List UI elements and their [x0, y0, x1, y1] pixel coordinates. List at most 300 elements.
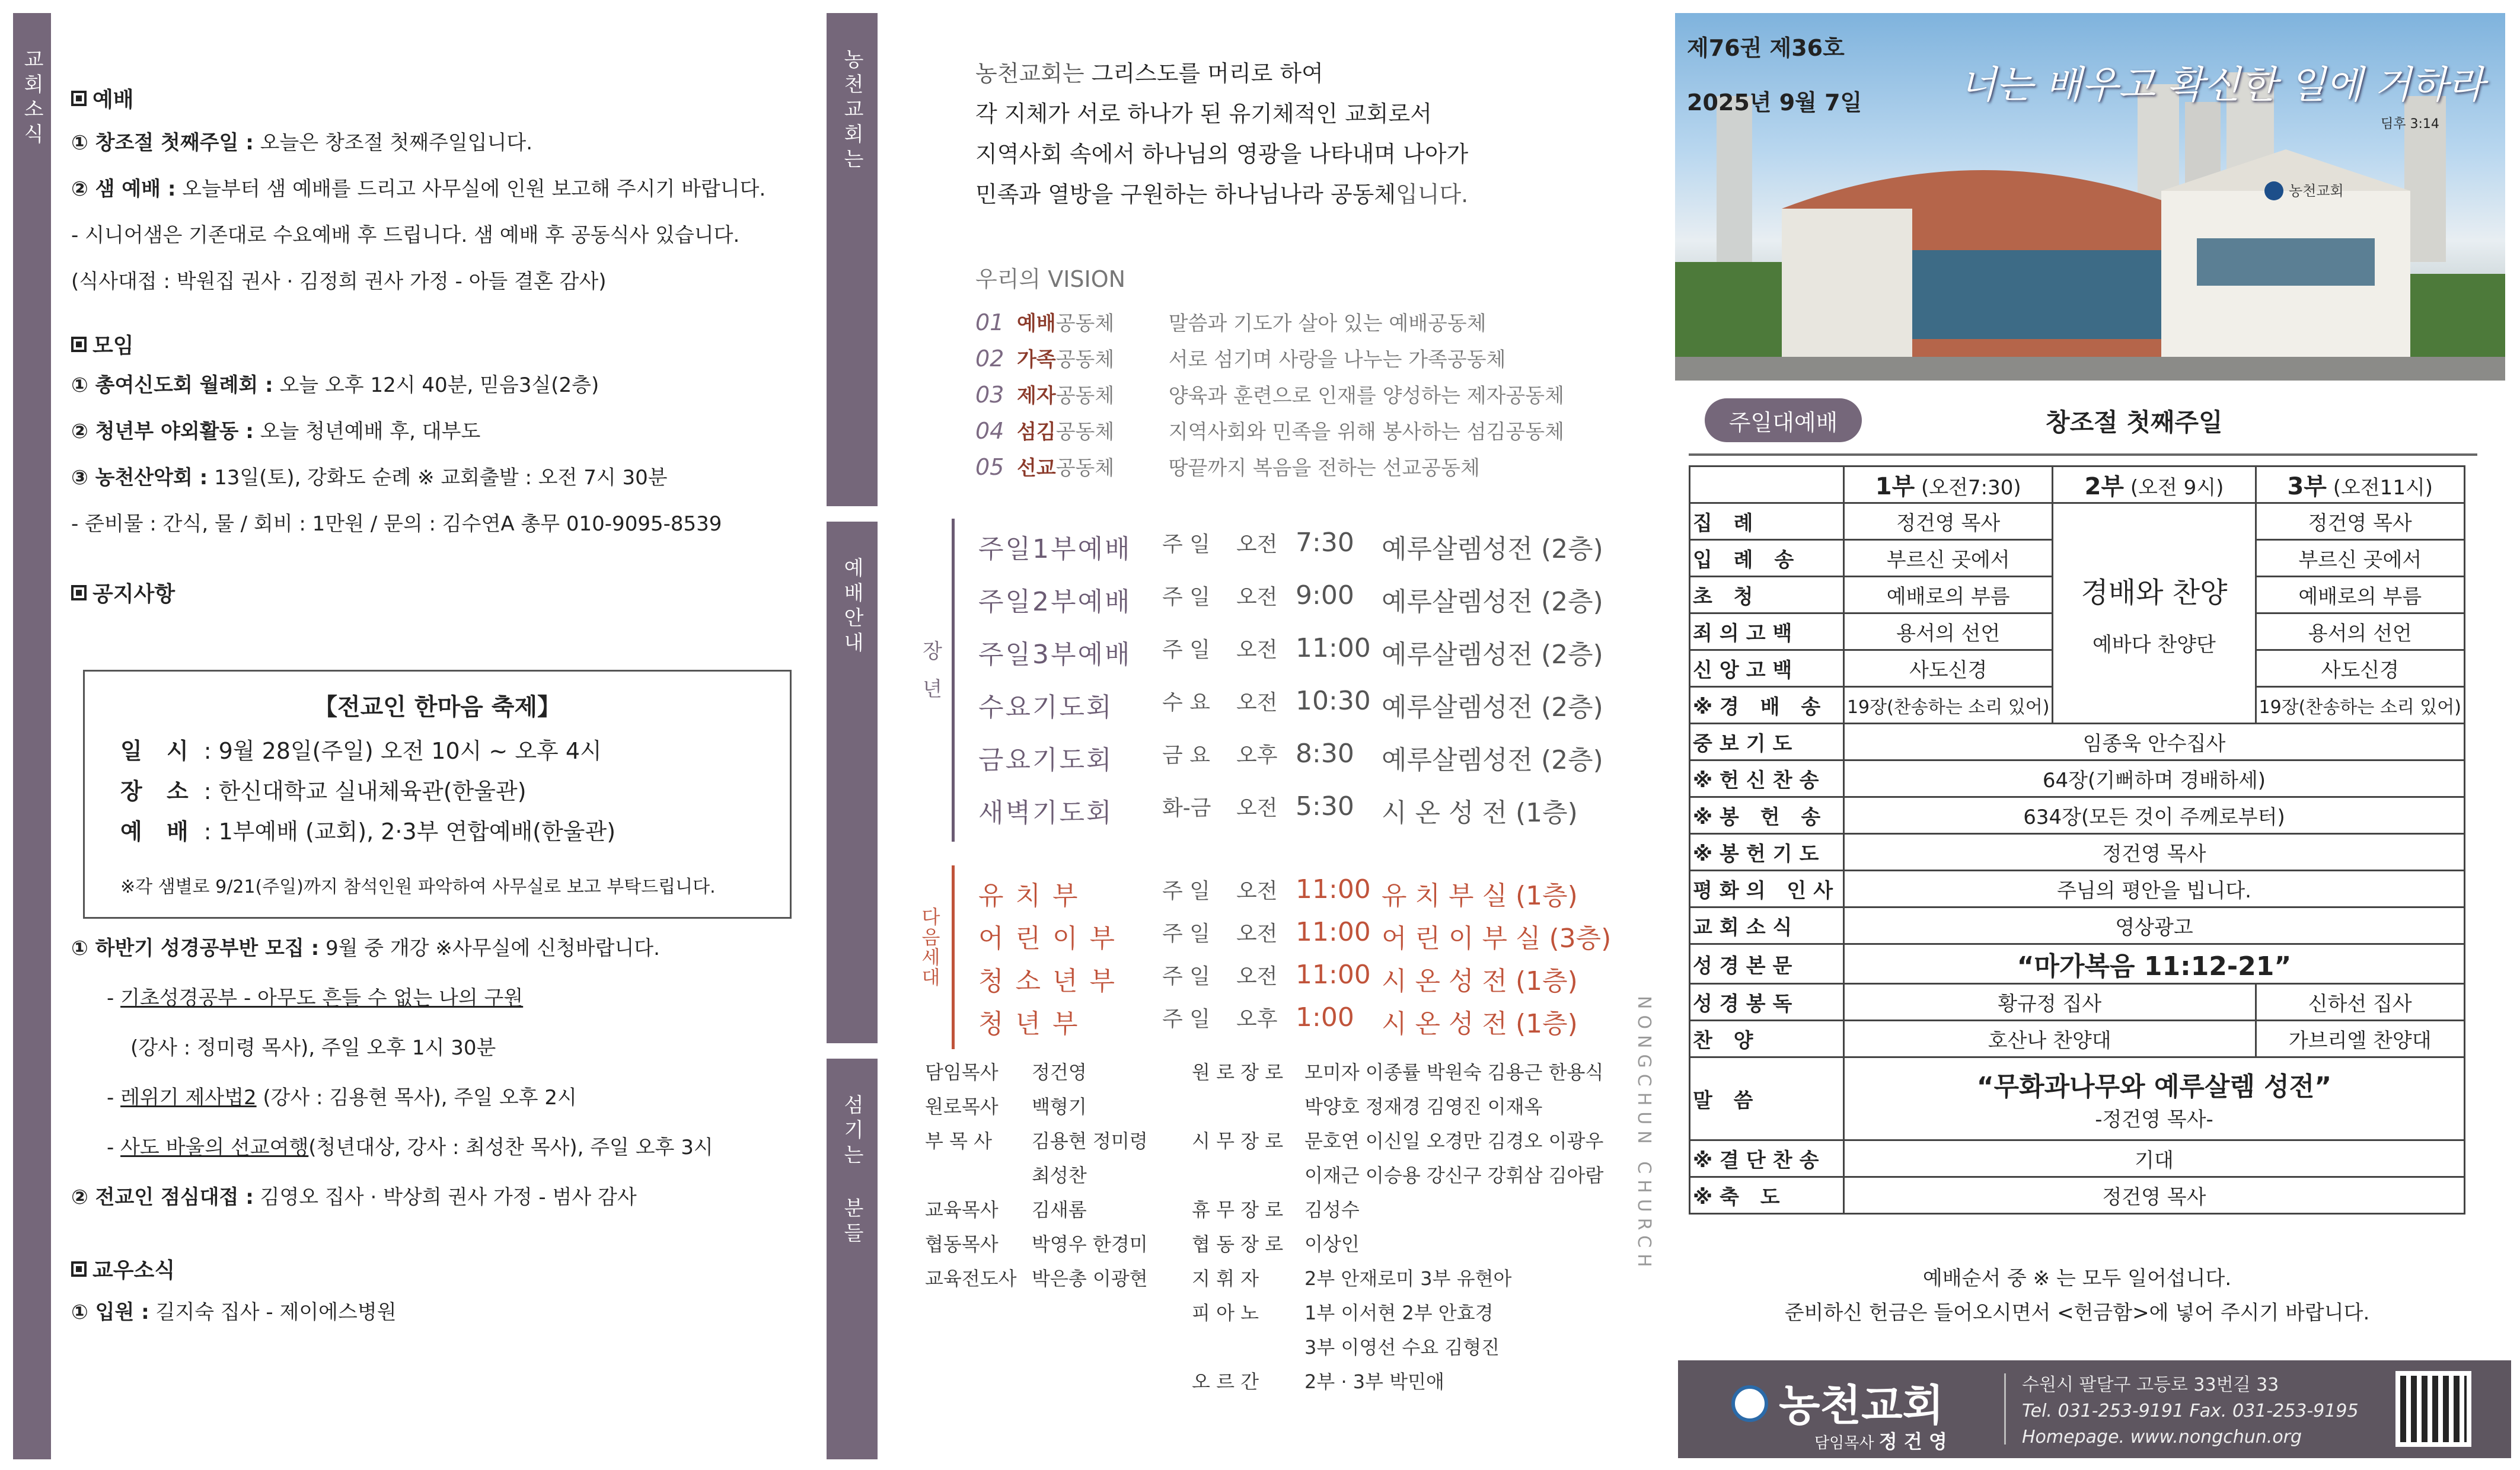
schedule-row [978, 874, 1578, 912]
intro-line [975, 134, 1468, 174]
order-common: 주님의 평안을 빕니다. [1843, 871, 2464, 907]
service-ampm: 오전 [1236, 879, 1278, 903]
schedule-row [978, 686, 1603, 724]
vision-item [975, 414, 1564, 450]
service-header [2256, 466, 2465, 503]
staff-names: 백형기 [1032, 1095, 1087, 1118]
service-day: 주 일 [1162, 1007, 1210, 1031]
staff-role: 지 휘 자 [1192, 1267, 1259, 1290]
order-common: “마가복음 11:12-21” [1843, 944, 2464, 984]
staff-role: 휴 무 장 로 [1192, 1199, 1284, 1221]
service-day: 주 일 [1162, 879, 1210, 903]
service-place: 예루살렘성전 (2층) [1382, 587, 1603, 617]
order-reading-2: 신하선 집사 [2256, 984, 2465, 1021]
church-intro [975, 53, 1468, 215]
news-line [71, 131, 806, 155]
staff-names: 2부 · 3부 박민애 [1304, 1370, 1444, 1393]
vertical-brand: NONGCHUN CHURCH [1634, 996, 1654, 1273]
order-3bu: 정건영 목사 [2256, 503, 2465, 540]
service-pill: 주일대예배 [1705, 398, 1862, 442]
praise-team: 예바다 찬양단 [2092, 632, 2216, 657]
order-common: 임종욱 안수집사 [1843, 724, 2464, 760]
service-place: 유 치 부 실 (1층) [1382, 881, 1578, 911]
staff-role: 원 로 장 로 [1192, 1061, 1284, 1084]
vision-desc: 말씀과 기도가 살아 있는 예배공동체 [1168, 312, 1487, 335]
staff-row [925, 1227, 1148, 1261]
festival-row [120, 731, 615, 771]
staff-names: 김새롬 [1032, 1199, 1087, 1221]
vision-item [975, 378, 1564, 414]
news-line-text: (청년대상, 강사 : 최성찬 목사), 주일 오후 3시 [308, 1136, 713, 1159]
vision-key: 예배 [1017, 312, 1056, 335]
service-header-name: 2부 [2084, 473, 2125, 500]
order-praise-1: 호산나 찬양대 [1843, 1021, 2256, 1057]
festival-row [120, 771, 615, 811]
order-row [1690, 1057, 2465, 1140]
order-row [1690, 760, 2465, 797]
service-place: 예루살렘성전 (2층) [1382, 745, 1603, 775]
news-line [71, 1086, 713, 1110]
staff-names: 김성수 [1304, 1199, 1360, 1221]
service-name: 청 소 년 부 [978, 966, 1117, 996]
festival-box [83, 670, 792, 919]
staff-names: 정건영 [1032, 1061, 1087, 1084]
order-reading-1: 황규정 집사 [1843, 984, 2256, 1021]
news-link: 레위기 제사법2 [120, 1086, 257, 1110]
order-of-service [1689, 465, 2465, 1215]
vision-heading: 우리의 VISION [975, 266, 1126, 292]
notices-list [71, 937, 713, 1209]
staff-role: 피 아 노 [1192, 1302, 1259, 1324]
festival-row-value: : 한신대학교 실내체육관(한울관) [196, 778, 527, 804]
service-place: 예루살렘성전 (2층) [1382, 640, 1603, 670]
service-place: 예루살렘성전 (2층) [1382, 692, 1603, 723]
order-sermon [1843, 1057, 2464, 1140]
news-line-label: ① 총여신도회 월례회 : [71, 373, 273, 397]
order-label: ※헌신찬송 [1690, 760, 1844, 797]
order-label: 초 청 [1690, 577, 1844, 613]
news-line [71, 1036, 713, 1060]
title-rule [1689, 453, 2477, 456]
news-line-text: 오늘부터 샘 예배를 드리고 사무실에 인원 보고해 주시기 바랍니다. [176, 177, 766, 201]
tab-church-news: 교회소식 [13, 13, 51, 1459]
order-common: 634장(모든 것이 주께로부터) [1843, 797, 2464, 834]
service-time: 5:30 [1296, 791, 1354, 822]
news-line-label: ① 하반기 성경공부반 모집 : [71, 937, 320, 960]
tab-sub-adult: 장년 [918, 640, 942, 716]
news-line-text: 오늘 오후 12시 40분, 믿음3실(2층) [273, 373, 599, 397]
dash: - [107, 986, 121, 1010]
order-label: 말 씀 [1690, 1057, 1844, 1140]
service-ampm: 오전 [1236, 964, 1278, 989]
staff-row [1192, 1296, 1603, 1330]
header-photo [1675, 13, 2505, 381]
vision-key: 섬김 [1017, 420, 1056, 444]
staff-role: 부 목 사 [925, 1130, 993, 1152]
staff-row [925, 1261, 1148, 1296]
vision-desc: 서로 섬기며 사랑을 나누는 가족공동체 [1168, 348, 1506, 372]
staff-row [1192, 1089, 1603, 1124]
schedule-row [978, 917, 1611, 955]
service-time: 7:30 [1296, 528, 1354, 558]
service-header-time: (오전 9시) [2124, 476, 2224, 500]
vision-key: 가족 [1017, 348, 1056, 372]
staff-row [1192, 1193, 1603, 1227]
staff-row [925, 1055, 1148, 1089]
issue-date: 2025년 9월 7일 [1687, 90, 1862, 116]
news-link: 기초성경공부 - 아무도 흔들 수 없는 나의 구원 [120, 986, 524, 1010]
vision-number: 03 [975, 382, 1004, 408]
staff-row [1192, 1261, 1603, 1296]
service-time: 1:00 [1296, 1002, 1354, 1033]
service-name: 주일2부예배 [978, 587, 1132, 617]
service-header [2053, 466, 2256, 503]
staff-elders [1192, 1055, 1603, 1399]
schedule-row [978, 1002, 1578, 1040]
vision-community: 공동체 [1055, 384, 1115, 408]
schedule-row [978, 633, 1603, 671]
intro-text: 각 지체가 서로 하나가 된 유기체적인 교회로서 [975, 101, 1432, 127]
member-section [71, 1254, 397, 1324]
news-line-text: (강사 : 정미령 목사), 주일 오후 1시 30분 [130, 1036, 496, 1060]
staff-names: 박영우 한경미 [1032, 1233, 1148, 1255]
tab-sub-nextgen: 다음세대 [918, 907, 941, 988]
intro-lead: 농천교회는 [975, 60, 1092, 87]
order-label: ※축 도 [1690, 1177, 1844, 1214]
staff-row [925, 1124, 1148, 1158]
order-label: 교회소식 [1690, 907, 1844, 944]
service-header-time: (오전7:30) [1915, 476, 2021, 500]
vision-number: 02 [975, 346, 1004, 372]
square-bullet-icon [71, 585, 87, 600]
order-3bu: 19장(찬송하는 소리 있어) [2256, 687, 2465, 724]
service-day: 금 요 [1162, 743, 1210, 768]
service-place: 어 린 이 부 실 (3층) [1382, 923, 1612, 954]
staff-names: 박양호 정재경 김영진 이재옥 [1304, 1095, 1543, 1118]
footer-bar [1678, 1360, 2511, 1458]
service-header-name: 1부 [1875, 473, 1915, 500]
staff-names: 1부 이서현 2부 안효경 [1304, 1302, 1494, 1324]
news-line-text: 오늘 청년예배 후, 대부도 [253, 420, 481, 443]
service-time: 11:00 [1296, 633, 1371, 663]
tab-servants: 섬기는 분들 [827, 1059, 878, 1459]
dash: - [107, 1136, 121, 1159]
service-day: 주 일 [1162, 585, 1210, 609]
staff-role: 원로목사 [925, 1095, 999, 1118]
sermon-title: “무화과나무와 예루살렘 성전” [1976, 1072, 2332, 1102]
order-row [1690, 503, 2465, 540]
news-line-label: ② 청년부 야외활동 : [71, 420, 254, 443]
order-row [1690, 984, 2465, 1021]
qr-code-icon[interactable] [2395, 1371, 2471, 1447]
service-ampm: 오전 [1236, 922, 1278, 946]
service-time: 11:00 [1296, 917, 1371, 947]
service-place: 시 온 성 전 (1층) [1382, 966, 1578, 996]
service-name: 주일1부예배 [978, 534, 1132, 564]
order-row [1690, 1140, 2465, 1177]
staff-names: 김용현 정미령 [1032, 1130, 1148, 1152]
staff-row [1192, 1227, 1603, 1261]
order-label: 신앙고백 [1690, 650, 1844, 687]
news-link: 사도 바울의 선교여행 [120, 1136, 309, 1159]
news-line [71, 1136, 713, 1159]
service-ampm: 오후 [1236, 743, 1278, 768]
news-line [71, 986, 713, 1010]
adult-divider [952, 519, 955, 842]
order-row [1690, 724, 2465, 760]
service-time: 10:30 [1296, 686, 1371, 716]
staff-role: 협동목사 [925, 1233, 999, 1255]
vision-desc: 양육과 훈련으로 인재를 양성하는 제자공동체 [1168, 384, 1564, 408]
service-name: 청 년 부 [978, 1009, 1080, 1039]
service-day: 주 일 [1162, 638, 1210, 662]
order-label: ※봉 헌 송 [1690, 797, 1844, 834]
news-line [71, 177, 806, 201]
intro-text: 지역사회 속에서 하나님의 영광을 나타내며 나아가 [975, 141, 1469, 167]
news-line [71, 1185, 713, 1209]
intro-line [975, 94, 1468, 134]
staff-names: 2부 안재로미 3부 유현아 [1304, 1267, 1512, 1290]
service-name: 유 치 부 [978, 881, 1080, 911]
order-row [1690, 466, 2465, 503]
staff-row [925, 1089, 1148, 1124]
church-name: 농천교회 [1779, 1380, 1944, 1430]
header-blank [1690, 466, 1844, 503]
order-row [1690, 797, 2465, 834]
square-bullet-icon [71, 337, 87, 352]
festival-row-label: 일 시 [120, 738, 197, 764]
service-name: 어 린 이 부 [978, 923, 1117, 954]
service-header-name: 3부 [2287, 473, 2327, 500]
volume-number: 제76권 제36호 [1687, 35, 1845, 61]
service-place: 시 온 성 전 (1층) [1382, 1009, 1578, 1039]
dash: - [107, 1086, 121, 1110]
notice-heading: 공지사항 [71, 577, 806, 608]
staff-names: 모미자 이종률 박원숙 김용근 한용식 [1304, 1061, 1604, 1084]
order-row [1690, 834, 2465, 871]
festival-row [120, 811, 615, 852]
vision-item [975, 341, 1564, 378]
service-day: 주 일 [1162, 964, 1210, 989]
staff-row [1192, 1364, 1603, 1399]
vision-list [975, 305, 1564, 486]
staff-pastors [925, 1055, 1148, 1296]
staff-row [1192, 1124, 1603, 1158]
news-line [71, 466, 806, 490]
news-line-text: (강사 : 김용현 목사), 주일 오후 2시 [256, 1086, 577, 1110]
sermon-preacher: -정건영 목사- [2095, 1108, 2213, 1132]
news-line [71, 512, 806, 536]
order-row [1690, 871, 2465, 907]
order-label: 입 례 송 [1690, 540, 1844, 577]
news-line [71, 270, 806, 293]
vision-item [975, 305, 1564, 341]
news-line [71, 420, 806, 443]
news-line [71, 223, 806, 247]
order-label: ※봉헌기도 [1690, 834, 1844, 871]
staff-row [1192, 1330, 1603, 1364]
order-label: 성경봉독 [1690, 984, 1844, 1021]
vision-desc: 지역사회와 민족을 위해 봉사하는 섬김공동체 [1168, 420, 1564, 444]
staff-role: 교육전도사 [925, 1267, 1017, 1290]
staff-role: 교육목사 [925, 1199, 999, 1221]
news-line-text: 13일(토), 강화도 순례 ※ 교회출발 : 오전 7시 30분 [208, 466, 668, 490]
news-line-label: ② 전교인 점심대접 : [71, 1185, 254, 1209]
vision-key: 선교 [1017, 456, 1056, 480]
news-line-label: ① 창조절 첫째주일 : [71, 131, 254, 155]
order-1bu: 정건영 목사 [1843, 503, 2052, 540]
member-news: ① 입원 : 길지숙 집사 - 제이에스병원 [71, 1300, 397, 1324]
order-3bu: 용서의 선언 [2256, 613, 2465, 650]
tab-worship-guide: 예배안내 [827, 522, 878, 1043]
motto-reference: 딤후 3:14 [2381, 117, 2439, 132]
service-day: 화-금 [1162, 796, 1211, 820]
church-logo-icon [1731, 1385, 1768, 1422]
order-decision: 기대 [1843, 1140, 2464, 1177]
tab-about: 농천교회는 [827, 13, 878, 506]
order-label: 성경본문 [1690, 944, 1844, 984]
staff-row [1192, 1055, 1603, 1089]
order-label: 평화의 인사 [1690, 871, 1844, 907]
vision-item [975, 450, 1564, 486]
vision-desc: 땅끝까지 복음을 전하는 선교공동체 [1168, 456, 1480, 480]
festival-note: ※각 샘별로 9/21(주일)까지 참석인원 파악하여 사무실로 보고 부탁드립니다. [120, 877, 716, 897]
service-ampm: 오전 [1236, 532, 1278, 557]
motto: 너는 배우고 확신한 일에 거하라 [1960, 63, 2485, 107]
festival-title: 【전교인 한마음 축제】 [314, 694, 561, 721]
service-name: 주일3부예배 [978, 640, 1132, 670]
staff-names: 이재근 이승용 강신구 강휘삼 김아람 [1304, 1164, 1604, 1187]
order-3bu: 사도신경 [2256, 650, 2465, 687]
news-line-text: - 준비물 : 간식, 물 / 회비 : 1만원 / 문의 : 김수연A 총무 010-9095-8539 [71, 512, 722, 536]
square-bullet-icon [71, 1261, 87, 1277]
service-name: 금요기도회 [978, 745, 1114, 775]
intro-tail: 입니다. [1396, 181, 1469, 207]
order-row [1690, 944, 2465, 984]
service-ampm: 오후 [1236, 1007, 1278, 1031]
intro-line [975, 174, 1468, 215]
service-place: 예루살렘성전 (2층) [1382, 534, 1603, 564]
order-common: 영상광고 [1843, 907, 2464, 944]
order-3bu: 부르신 곳에서 [2256, 540, 2465, 577]
vision-number: 01 [975, 309, 1004, 335]
order-1bu: 사도신경 [1843, 650, 2052, 687]
festival-row-label: 장 소 [120, 778, 197, 804]
festival-row-label: 예 배 [120, 819, 197, 845]
kids-divider [952, 865, 955, 1049]
sunday-title: 창조절 첫째주일 [2046, 408, 2223, 437]
intro-text: 그리스도를 머리로 하여 [1091, 60, 1323, 87]
order-1bu: 19장(찬송하는 소리 있어) [1843, 687, 2052, 724]
service-day: 수 요 [1162, 691, 1210, 715]
schedule-row [978, 739, 1603, 776]
staff-row [925, 1158, 1148, 1193]
order-benediction: 정건영 목사 [1843, 1177, 2464, 1214]
vision-number: 05 [975, 454, 1004, 480]
order-row [1690, 907, 2465, 944]
order-label: 중보기도 [1690, 724, 1844, 760]
worship-heading: 예배 [71, 83, 806, 113]
intro-text: 민족과 열방을 구원하는 하나님나라 공동체 [975, 181, 1396, 207]
schedule-row [978, 960, 1578, 998]
contact-info: 수원시 팔달구 고등로 33번길 33 Tel. 031-253-9191 Fax. 031-253-9195 Homepage. www.nongchun.org [2022, 1375, 2359, 1447]
church-news-column [71, 83, 806, 608]
staff-names: 최성찬 [1032, 1164, 1087, 1187]
news-line [71, 937, 713, 960]
news-line-text: 9월 중 개강 ※사무실에 신청바랍니다. [319, 937, 660, 960]
order-label: ※결단찬송 [1690, 1140, 1844, 1177]
order-label: 죄의고백 [1690, 613, 1844, 650]
staff-names: 3부 이영선 수요 김형진 [1304, 1336, 1500, 1359]
footer-divider [2004, 1373, 2006, 1445]
order-label: 찬 양 [1690, 1021, 1844, 1057]
intro-line [975, 53, 1468, 94]
news-line-label: ② 샘 예배 : [71, 177, 176, 201]
service-time: 11:00 [1296, 960, 1371, 990]
news-line-label: ③ 농천산악회 : [71, 466, 208, 490]
order-row [1690, 1021, 2465, 1057]
pastor-line: 담임목사 정 건 영 [1814, 1430, 1947, 1453]
service-time: 9:00 [1296, 580, 1354, 611]
order-label: 집 례 [1690, 503, 1844, 540]
service-time: 11:00 [1296, 874, 1371, 905]
staff-names: 이상인 [1304, 1233, 1360, 1255]
vision-community: 공동체 [1055, 348, 1115, 372]
service-name: 수요기도회 [978, 692, 1114, 723]
festival-row-value: : 9월 28일(주일) 오전 10시 ~ 오후 4시 [196, 738, 602, 764]
order-1bu: 용서의 선언 [1843, 613, 2052, 650]
service-ampm: 오전 [1236, 691, 1278, 715]
order-common: 정건영 목사 [1843, 834, 2464, 871]
service-place: 시 온 성 전 (1층) [1382, 798, 1578, 828]
staff-role: 오 르 간 [1192, 1370, 1259, 1393]
building-sign: 농천교회 [2289, 183, 2344, 199]
service-day: 주 일 [1162, 922, 1210, 946]
order-common: 64장(기뻐하며 경배하세) [1843, 760, 2464, 797]
vision-community: 공동체 [1055, 420, 1115, 444]
meeting-heading: 모임 [71, 329, 806, 359]
service-name: 새벽기도회 [978, 798, 1114, 828]
service-day: 주 일 [1162, 532, 1210, 557]
news-line-text: (식사대접 : 박원집 권사 · 김정희 권사 가정 - 아들 결혼 감사) [71, 270, 607, 293]
vision-key: 제자 [1017, 384, 1056, 408]
schedule-row [978, 791, 1578, 829]
order-label: ※경 배 송 [1690, 687, 1844, 724]
service-ampm: 오전 [1236, 638, 1278, 662]
staff-role: 협 동 장 로 [1192, 1233, 1284, 1255]
order-3bu: 예배로의 부름 [2256, 577, 2465, 613]
service-ampm: 오전 [1236, 796, 1278, 820]
schedule-row [978, 528, 1603, 565]
praise-title: 경배와 찬양 [2081, 576, 2228, 609]
order-praise-2: 가브리엘 찬양대 [2256, 1021, 2465, 1057]
staff-role: 담임목사 [925, 1061, 999, 1084]
news-line [71, 373, 806, 397]
staff-row [1192, 1158, 1603, 1193]
vision-community: 공동체 [1055, 312, 1115, 335]
staff-names: 문호연 이신일 오경만 김경오 이광우 [1304, 1130, 1604, 1152]
service-header [1843, 466, 2052, 503]
news-line-text: 김영오 집사 · 박상희 권사 가정 - 범사 감사 [253, 1185, 637, 1209]
news-line-text: 오늘은 창조절 첫째주일입니다. [253, 131, 533, 155]
staff-role: 시 무 장 로 [1192, 1130, 1284, 1152]
service-footnote: 예배순서 중 ※ 는 모두 일어섭니다. 준비하신 헌금은 들어오시면서 <헌금함>에 넣어 주시기 바랍니다. [1784, 1267, 2370, 1325]
vision-number: 04 [975, 418, 1004, 444]
member-heading: 교우소식 [71, 1254, 397, 1284]
staff-row [925, 1193, 1148, 1227]
festival-row-value: : 1부예배 (교회), 2·3부 연합예배(한울관) [196, 819, 616, 845]
order-row [1690, 1177, 2465, 1214]
